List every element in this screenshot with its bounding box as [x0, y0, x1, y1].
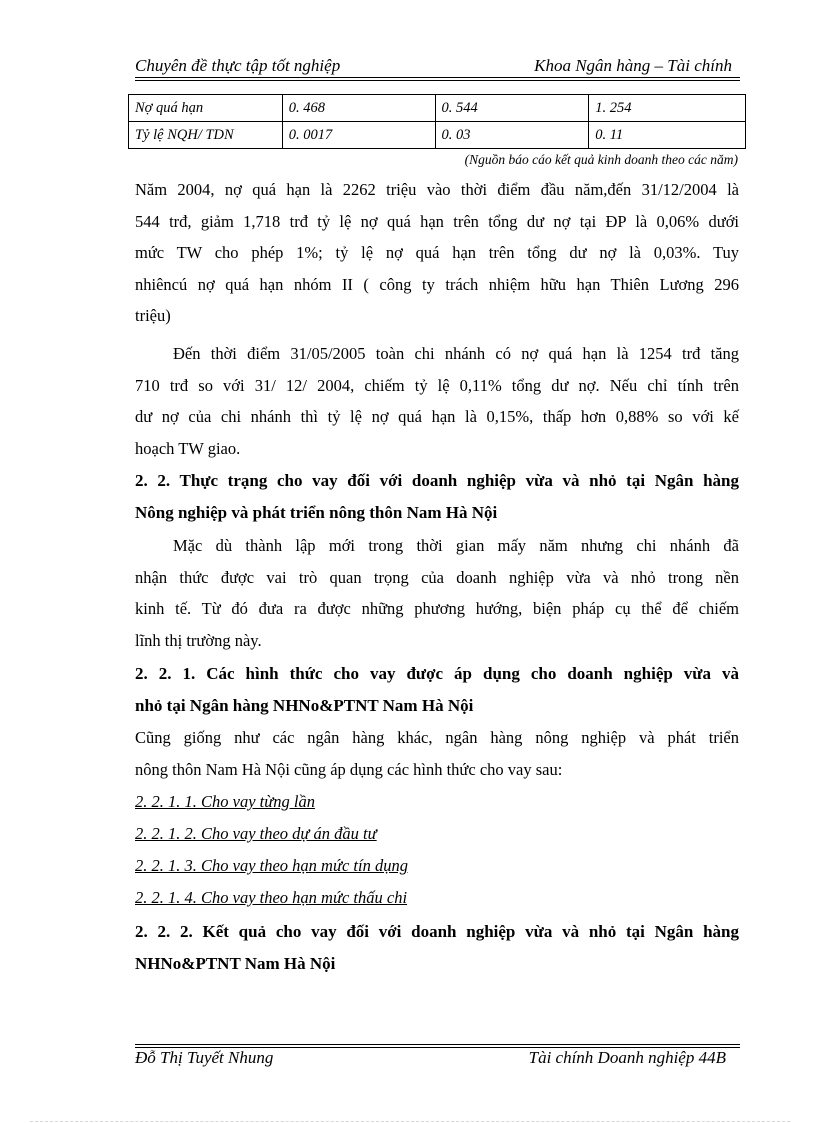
table-cell: 0. 0017: [282, 122, 435, 149]
header-rule-double: [135, 80, 740, 81]
text-line: nhiêncú nợ quá hạn nhóm II ( công ty trách nhiệm hữu hạn Thiên Lương 296: [135, 274, 739, 294]
heading-2-2: [135, 465, 739, 528]
page-edge-line: [30, 1121, 790, 1122]
heading-2-2-1: [135, 658, 739, 721]
heading-line: NHNo&PTNT Nam Hà Nội: [135, 953, 336, 973]
header-right: Khoa Ngân hàng – Tài chính: [534, 56, 732, 75]
text-line: hoạch TW giao.: [135, 438, 241, 458]
table-cell: 0. 11: [589, 122, 746, 149]
text-line: triệu): [135, 306, 171, 325]
text-line: mức TW cho phép 1%; tỷ lệ nợ quá hạn trên tổng dư nợ là 0,03%. Tuy: [135, 243, 739, 262]
page-footer: [135, 1048, 740, 1070]
footer-left: Đỗ Thị Tuyết Nhung: [135, 1048, 274, 1067]
table-cell: 1. 254: [589, 95, 746, 122]
text-line: Cũng giống như các ngân hàng khác, ngân hàng nông nghiệp và phát triển: [135, 728, 739, 747]
text-line: 710 trđ so với 31/ 12/ 2004, chiếm tỷ lệ 0,11% tổng dư nợ. Nếu chỉ tính trên: [135, 375, 739, 395]
heading-2-2-2: [135, 916, 739, 979]
page-header: [135, 56, 740, 76]
header-left: Chuyên đề thực tập tốt nghiệp: [135, 56, 341, 75]
heading-line: Nông nghiệp và phát triển nông thôn Nam Hà Nội: [135, 502, 498, 522]
bad-debt-table: [128, 94, 746, 149]
header-rule: [135, 77, 740, 78]
text-line: Đến thời điểm 31/05/2005 toàn chi nhánh có nợ quá hạn là 1254 trđ tăng: [173, 344, 739, 363]
text-line: kinh tế. Từ đó đưa ra được những phương hướng, biện pháp cụ thể để chiếm: [135, 599, 739, 618]
heading-line: 2. 2. 2. Kết quả cho vay đối với doanh nghiệp vừa và nhỏ tại Ngân hàng: [135, 922, 739, 941]
footer-right: Tài chính Doanh nghiệp 44B: [528, 1048, 726, 1067]
paragraph-2005: [135, 338, 739, 464]
text-line: nông thôn Nam Hà Nội cũng áp dụng các hình thức cho vay sau:: [135, 759, 563, 779]
heading-line: nhỏ tại Ngân hàng NHNo&PTNT Nam Hà Nội: [135, 695, 474, 715]
table-row: [129, 122, 746, 149]
text-line: Mặc dù thành lập mới trong thời gian mấy năm nhưng chi nhánh đã: [173, 536, 739, 555]
paragraph-awareness: [135, 530, 739, 656]
table-cell: 0. 544: [435, 95, 589, 122]
heading-line: 2. 2. Thực trạng cho vay đối với doanh nghiệp vừa và nhỏ tại Ngân hàng: [135, 471, 739, 490]
link-loan-credit-limit[interactable]: 2. 2. 1. 3. Cho vay theo hạn mức tín dụng: [135, 856, 408, 875]
footer-rule: [135, 1044, 740, 1045]
text-line: dư nợ của chi nhánh thì tỷ lệ nợ quá hạn là 0,15%, thấp hơn 0,88% so với kế: [135, 407, 739, 426]
table-cell: Nợ quá hạn: [129, 95, 283, 122]
text-line: nhận thức được vai trò quan trọng của doanh nghiệp vừa và nhỏ trong nền: [135, 567, 739, 587]
link-loan-per-transaction[interactable]: 2. 2. 1. 1. Cho vay từng lần: [135, 792, 315, 811]
paragraph-2004: [135, 174, 739, 332]
table-cell: Tỷ lệ NQH/ TDN: [129, 122, 283, 149]
heading-line: 2. 2. 1. Các hình thức cho vay được áp dụng cho doanh nghiệp vừa và: [135, 664, 739, 683]
text-line: Năm 2004, nợ quá hạn là 2262 triệu vào thời điểm đầu năm,đến 31/12/2004 là: [135, 180, 739, 199]
link-loan-overdraft-limit[interactable]: 2. 2. 1. 4. Cho vay theo hạn mức thấu chi: [135, 888, 408, 907]
table-cell: 0. 03: [435, 122, 589, 149]
source-note: (Nguồn báo cáo kết quả kinh doanh theo các năm): [464, 152, 738, 167]
text-line: lĩnh thị trường này.: [135, 630, 262, 650]
paragraph-loan-forms: [135, 722, 739, 785]
table-cell: 0. 468: [282, 95, 435, 122]
table-row: [129, 95, 746, 122]
link-loan-by-project[interactable]: 2. 2. 1. 2. Cho vay theo dự án đầu tư: [135, 824, 377, 843]
text-line: 544 trđ, giảm 1,718 trđ tỷ lệ nợ quá hạn trên tổng dư nợ tại ĐP là 0,06% dưới: [135, 211, 739, 231]
